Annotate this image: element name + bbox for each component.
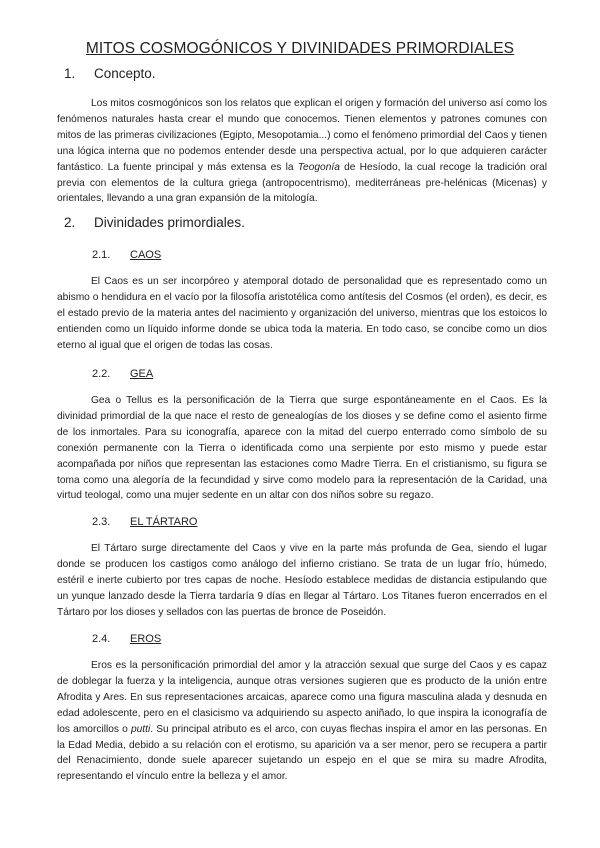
subsection-number: 2.4. xyxy=(92,633,111,645)
section-number: 1. xyxy=(64,66,76,81)
subsection-number: 2.1. xyxy=(92,249,111,261)
subsection-number: 2.2. xyxy=(92,368,111,380)
subsection-title: GEA xyxy=(130,368,154,380)
paragraph-caos: El Caos es un ser incorpóreo y atemporal dotado de personalidad que es representado como un abismo o hendidura en el vacío por la filosofía aristotélica como antítesis del Cosmos (el orden), es decir, es el estado previo de la materia antes del nacimiento y organización del universo, mientras que los estoicos lo entienden como un líquido informe donde se ubica toda la materia. En todo caso, se concibe como un dios eterno al igual que el origen de todas las cosas. xyxy=(57,276,547,351)
subsection-number: 2.3. xyxy=(92,516,111,528)
document-title: MITOS COSMOGÓNICOS Y DIVINIDADES PRIMORDIALES xyxy=(85,40,515,57)
section-title: Concepto. xyxy=(94,66,156,81)
italic-term-putti: putti xyxy=(130,723,151,735)
section-number: 2. xyxy=(64,215,76,230)
italic-title-teogonia: Teogonía xyxy=(297,161,340,173)
section-heading-concepto xyxy=(64,66,464,84)
subsection-heading-eros xyxy=(92,633,392,648)
paragraph-tartaro: El Tártaro surge directamente del Caos y vive en la parte más profunda de Gea, siendo el lugar donde se producen los castigos como análogo del infierno cristiano. Se trata de un lugar frío, húmedo, estéril e inerte cubierto por tres capas de noche. Hesíodo establece medidas de distancia estipulando que un yunque lanzado desde la Tierra tardaría 9 días en llegar al Tártaro. Los Titanes fueron encerrados en el Tártaro por los dioses y sellados con las puertas de bronce de Poseidón. xyxy=(57,543,547,618)
subsection-heading-gea xyxy=(92,368,392,383)
section-title: Divinidades primordiales. xyxy=(94,215,245,230)
subsection-title: EROS xyxy=(130,633,162,645)
text-run: de Hesíodo, la cual recoge la tradición oral previa con elementos de la cultura griega (antropocentrismo), mediterráneas pre-helénicas (Micenas) y orientales, llevando a una gran expansión de la mitología. xyxy=(57,161,547,205)
subsection-title: CAOS xyxy=(130,249,162,261)
subsection-heading-tartaro xyxy=(92,516,392,531)
text-run: . Su principal atributo es el arco, con cuyas flechas inspira el amor en las personas. En la Edad Media, debido a su relación con el erotismo, su aparición va a ser menor, pero se recupera a partir del Renacimiento, donde suele aparecer sujetando un espejo en el que se mira su madre Afrodita, representando el vínculo entre la belleza y el amor. xyxy=(57,723,547,783)
paragraph-eros xyxy=(57,658,547,785)
subsection-heading-caos xyxy=(92,249,392,264)
text-run: Eros es la personificación primordial del amor y la atracción sexual que surge del Caos y es capaz de doblegar la fuerza y la inteligencia, aunque otras versiones sugieren que es producto de la unión entre Afrodita y Ares. En sus representaciones arcaicas, aparece como una figura masculina alada y desnuda en edad adolescente, pero en el clasicismo va adquiriendo su aspecto aniñado, lo que inspira la iconografía de los amorcillos o xyxy=(57,660,547,735)
text-run: Los mitos cosmogónicos son los relatos que explican el origen y formación del universo así como los fenómenos naturales hasta crear el mundo que conocemos. Tienen elementos y patrones comunes con mitos de las primeras civilizaciones (Egipto, Mesopotamia...) como el fenómeno primordial del Caos y tienen una lógica interna que no podemos entender desde una perspectiva actual, por lo que adquieren carácter fantástico. La fuente principal y más extensa es la xyxy=(57,98,547,173)
paragraph-concepto xyxy=(57,96,547,207)
section-heading-divinidades xyxy=(64,215,464,233)
subsection-title: EL TÁRTARO xyxy=(130,516,198,528)
paragraph-gea: Gea o Tellus es la personificación de la Tierra que surge espontáneamente en el Caos. Es la divinidad primordial de la que nace el resto de genealogías de los dioses y se define como el asiento firme de los inmortales. Para su iconografía, aparece con la mitad del cuerpo enterrado como símbolo de su conexión permanente con la Tierra o identificada como una serpiente por esto mismo y puede estar acompañada por niños que representan las estaciones como Madre Tierra. En el cristianismo, su figura se toma como una alegoría de la fecundidad y sirve como modelo para la representación de la Caridad, una virtud teologal, como una mujer sedente en un altar con dos niños sobre su regazo. xyxy=(57,395,547,502)
